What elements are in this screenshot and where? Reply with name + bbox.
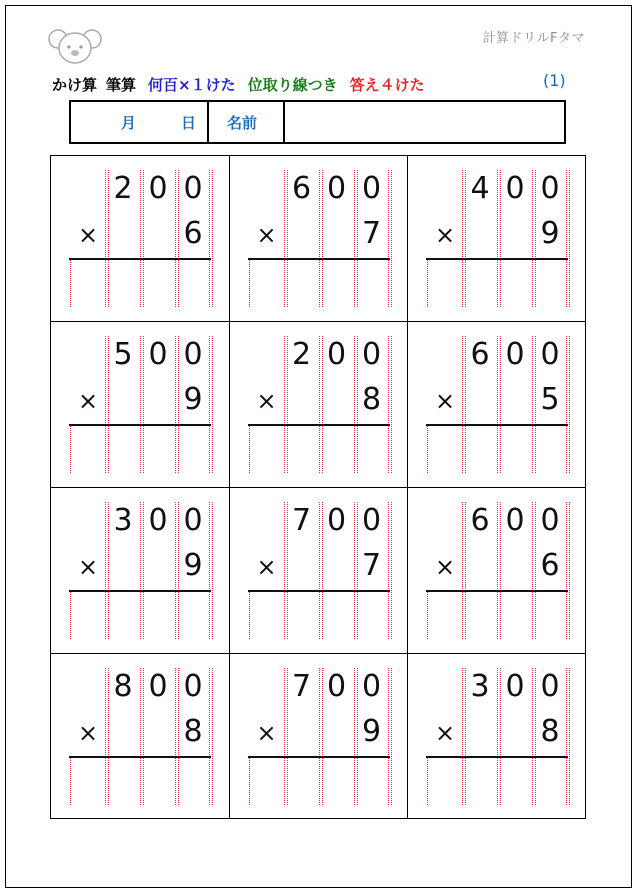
multiplicand-digit: 7 [291,669,312,704]
place-value-guide-line [105,502,106,639]
place-value-guide-line [497,170,498,307]
multiplier-digit: 9 [361,714,382,749]
date-field[interactable] [71,102,209,142]
answer-line [69,258,211,260]
multiplicand-digit: 6 [470,337,490,372]
multiplicand-digit: 0 [361,171,382,206]
multiply-sign: × [77,221,99,249]
answer-line [69,424,211,426]
name-label-cell [209,102,285,142]
multiplicand-digit: 3 [470,669,490,704]
place-value-guide-line [284,336,285,473]
multiplier-digit: 9 [183,548,203,583]
multiply-sign: × [256,221,277,249]
place-value-guide-line [140,502,141,639]
place-value-guide-line [388,502,389,639]
name-date-box [69,100,566,144]
problem-cell[interactable] [51,488,230,654]
place-value-guide-line [388,668,389,805]
sheet-number: (1) [543,71,566,90]
multiplicand-digit: 0 [505,337,525,372]
place-value-guide-line [462,502,463,639]
multiplicand-digit: 0 [148,669,168,704]
worksheet-title [52,74,437,94]
answer-line [426,756,568,758]
problem-cell[interactable] [408,654,585,819]
place-value-guide-line [566,502,567,639]
multiply-sign: × [256,387,277,415]
multiplier-digit: 8 [361,382,382,417]
place-value-guide-line [388,336,389,473]
multiplicand-digit: 0 [148,503,168,538]
place-value-guide-line [532,668,533,805]
multiplier-digit: 6 [540,548,560,583]
multiplicand-digit: 0 [148,171,168,206]
day-label: 日 [181,114,197,132]
multiplicand-digit: 0 [326,503,347,538]
problem-cell[interactable] [230,322,409,488]
place-value-guide-line [175,502,176,639]
multiplicand-digit: 0 [540,669,560,704]
multiply-sign: × [256,553,277,581]
answer-line [248,424,390,426]
answer-line [69,756,211,758]
answer-line [426,258,568,260]
multiplicand-digit: 0 [505,503,525,538]
place-value-guide-line [427,425,428,473]
multiplicand-digit: 3 [113,503,133,538]
answer-line [426,424,568,426]
place-value-guide-line [566,170,567,307]
multiplicand-digit: 4 [470,171,490,206]
multiplier-digit: 7 [361,548,382,583]
place-value-guide-line [175,336,176,473]
place-value-guide-line [391,170,392,307]
problem-cell[interactable] [408,322,585,488]
brand-name: 計算ドリルFタマ [482,31,585,46]
multiply-sign: × [434,221,456,249]
multiplicand-digit: 0 [183,337,203,372]
multiplicand-digit: 0 [326,669,347,704]
answer-line [248,590,390,592]
place-value-guide-line [391,502,392,639]
place-value-guide-line [249,425,250,473]
multiplier-digit: 6 [183,216,203,251]
place-value-guide-line [249,259,250,307]
multiplier-digit: 9 [540,216,560,251]
place-value-guide-line [532,336,533,473]
multiplier-digit: 8 [540,714,560,749]
multiplicand-digit: 0 [540,171,560,206]
multiplicand-digit: 0 [361,503,382,538]
place-value-guide-line [319,502,320,639]
problem-cell[interactable] [51,322,230,488]
place-value-guide-line [427,259,428,307]
multiplicand-digit: 0 [505,669,525,704]
place-value-guide-line [388,170,389,307]
place-value-guide-line [319,170,320,307]
place-value-guide-line [566,336,567,473]
place-value-guide-line [175,668,176,805]
place-value-guide-line [569,336,570,473]
place-value-guide-line [462,170,463,307]
place-value-guide-line [212,336,213,473]
multiplicand-digit: 2 [291,337,312,372]
place-value-guide-line [354,502,355,639]
place-value-guide-line [569,502,570,639]
place-value-guide-line [427,757,428,805]
problem-cell[interactable] [230,654,409,819]
place-value-guide-line [209,668,210,805]
place-value-guide-line [249,591,250,639]
place-value-guide-line [212,502,213,639]
problem-cell[interactable] [51,156,230,322]
multiplicand-digit: 0 [183,503,203,538]
multiply-sign: × [434,719,456,747]
multiplicand-digit: 6 [291,171,312,206]
place-value-guide-line [462,336,463,473]
place-value-guide-line [209,336,210,473]
multiply-sign: × [434,553,456,581]
multiplicand-digit: 0 [540,337,560,372]
multiplicand-digit: 0 [505,171,525,206]
place-value-guide-line [427,591,428,639]
answer-line [69,590,211,592]
multiplicand-digit: 8 [113,669,133,704]
place-value-guide-line [209,170,210,307]
title-part-four-digit-answer: 答え４けた [349,76,425,94]
place-value-guide-line [569,170,570,307]
title-part-hundreds-by-one-digit: 何百×１けた [148,76,236,94]
multiplier-digit: 7 [361,216,382,251]
place-value-guide-line [70,591,71,639]
place-value-guide-line [566,668,567,805]
place-value-guide-line [569,668,570,805]
place-value-guide-line [105,170,106,307]
place-value-guide-line [354,170,355,307]
answer-line [248,258,390,260]
place-value-guide-line [391,336,392,473]
place-value-guide-line [354,668,355,805]
place-value-guide-line [212,170,213,307]
multiplicand-digit: 0 [183,171,203,206]
place-value-guide-line [284,170,285,307]
multiply-sign: × [77,387,99,415]
multiplicand-digit: 5 [113,337,133,372]
problem-cell[interactable] [408,156,585,322]
place-value-guide-line [532,170,533,307]
problem-cell[interactable] [51,654,230,819]
place-value-guide-line [354,336,355,473]
multiply-sign: × [256,719,277,747]
title-part-place-lines: 位取り線つき [247,76,338,94]
place-value-guide-line [105,336,106,473]
place-value-guide-line [140,336,141,473]
name-field[interactable] [285,102,564,142]
title-part-multiplication: かけ算 [52,76,98,94]
place-value-guide-line [532,502,533,639]
multiplier-digit: 5 [540,382,560,417]
place-value-guide-line [105,668,106,805]
place-value-guide-line [212,668,213,805]
place-value-guide-line [497,668,498,805]
place-value-guide-line [497,502,498,639]
place-value-guide-line [140,170,141,307]
place-value-guide-line [70,757,71,805]
place-value-guide-line [70,425,71,473]
multiplicand-digit: 2 [113,171,133,206]
multiplicand-digit: 7 [291,503,312,538]
month-label: 月 [121,114,137,132]
answer-line [248,756,390,758]
place-value-guide-line [284,668,285,805]
problem-grid [50,155,586,819]
place-value-guide-line [249,757,250,805]
multiplicand-digit: 0 [361,669,382,704]
place-value-guide-line [319,336,320,473]
multiplicand-digit: 0 [540,503,560,538]
multiplicand-digit: 0 [326,337,347,372]
place-value-guide-line [462,668,463,805]
place-value-guide-line [70,259,71,307]
place-value-guide-line [284,502,285,639]
place-value-guide-line [391,668,392,805]
multiplicand-digit: 6 [470,503,490,538]
place-value-guide-line [319,668,320,805]
koala-logo-icon [48,26,102,66]
multiplicand-digit: 0 [326,171,347,206]
place-value-guide-line [209,502,210,639]
multiplicand-digit: 0 [183,669,203,704]
multiplier-digit: 8 [183,714,203,749]
answer-line [426,590,568,592]
problem-cell[interactable] [230,488,409,654]
multiplier-digit: 9 [183,382,203,417]
problem-cell[interactable] [408,488,585,654]
title-part-written-calc: 筆算 [106,76,137,94]
place-value-guide-line [497,336,498,473]
multiply-sign: × [77,553,99,581]
name-label: 名前 [227,114,258,132]
multiply-sign: × [434,387,456,415]
place-value-guide-line [175,170,176,307]
multiplicand-digit: 0 [148,337,168,372]
multiplicand-digit: 0 [361,337,382,372]
problem-cell[interactable] [230,156,409,322]
multiply-sign: × [77,719,99,747]
place-value-guide-line [140,668,141,805]
